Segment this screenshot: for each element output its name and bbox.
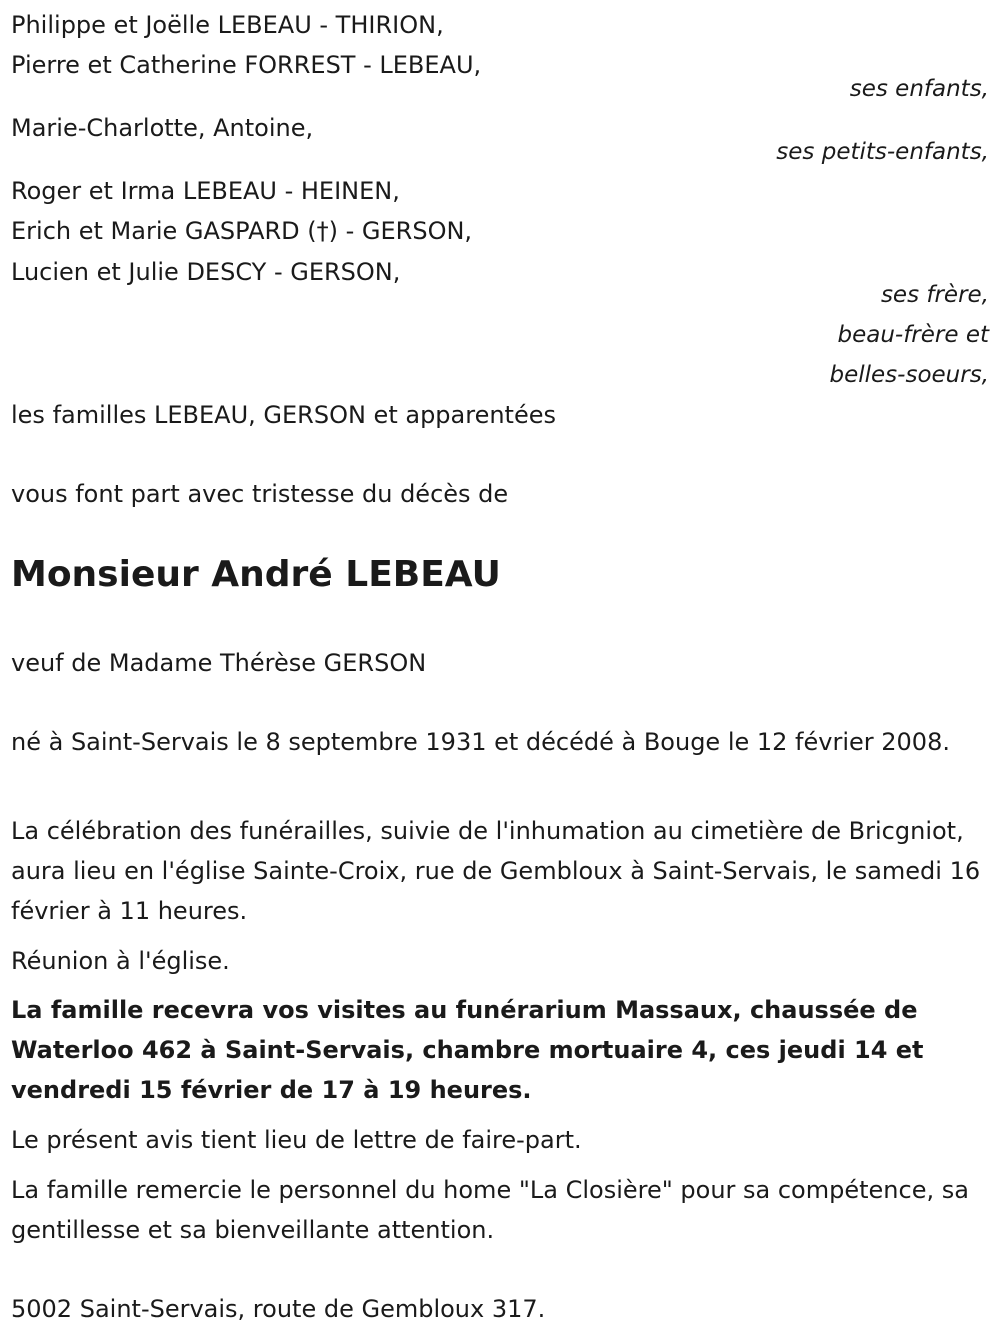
widower-line: veuf de Madame Thérèse GERSON	[11, 649, 427, 677]
grandchildren-line: Marie-Charlotte, Antoine,	[11, 114, 314, 142]
address-line: 5002 Saint-Servais, route de Gembloux 317.	[11, 1295, 546, 1323]
children-relation: ses enfants,	[849, 76, 989, 102]
children-line-2: Pierre et Catherine FORREST - LEBEAU,	[11, 51, 482, 79]
siblings-line-2: Erich et Marie GASPARD (†) - GERSON,	[11, 217, 473, 245]
announcement-line: vous font part avec tristesse du décès de	[11, 480, 509, 508]
thanks-paragraph: La famille remercie le personnel du home "La Closière" pour sa compétence, sa gentillesse et sa bienveillante attention.	[11, 1176, 969, 1244]
visits-paragraph: La famille recevra vos visites au funérarium Massaux, chaussée de Waterloo 462 à Saint-Servais, chambre mortuaire 4, ces jeudi 14 et vendredi 15 février de 17 à 19 heures.	[11, 996, 924, 1104]
siblings-relation-2: beau-frère et	[837, 322, 989, 348]
children-line-1: Philippe et Joëlle LEBEAU - THIRION,	[11, 11, 444, 39]
meeting-line: Réunion à l'église.	[11, 947, 230, 975]
families-line: les familles LEBEAU, GERSON et apparentées	[11, 401, 557, 429]
notice-line: Le présent avis tient lieu de lettre de faire-part.	[11, 1126, 582, 1154]
birth-death-paragraph: né à Saint-Servais le 8 septembre 1931 et décédé à Bouge le 12 février 2008.	[11, 728, 950, 756]
deceased-name: Monsieur André LEBEAU	[11, 554, 501, 595]
siblings-line-3: Lucien et Julie DESCY - GERSON,	[11, 258, 401, 286]
grandchildren-relation: ses petits-enfants,	[776, 139, 989, 165]
siblings-line-1: Roger et Irma LEBEAU - HEINEN,	[11, 177, 400, 205]
ceremony-paragraph: La célébration des funérailles, suivie de l'inhumation au cimetière de Bricgniot, aura lieu en l'église Sainte-Croix, rue de Gembloux à Saint-Servais, le samedi 16 février à 11 heures.	[11, 817, 981, 925]
siblings-relation-3: belles-soeurs,	[829, 362, 989, 388]
siblings-relation-1: ses frère,	[880, 282, 989, 308]
